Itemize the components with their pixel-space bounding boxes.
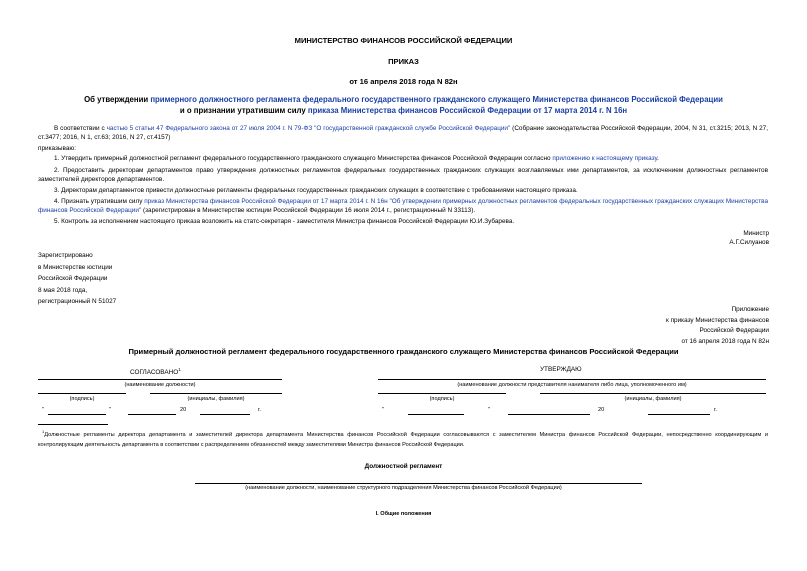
appendix-line: к приказу Министерства финансов <box>666 316 769 324</box>
footnote-body: Должностные регламенты директора департамента и заместителей директора департамента Министерства финансов Российской Федерации согласовываются с заместителем Министра финансов Российской Федерации, непосредственно координирующим и контролирующим деятельность департамента в соответствии с распределением обязанностей между заместителями Министра финансов Российской Федерации. <box>38 431 768 448</box>
left-signature-caption: (подпись) <box>69 396 95 402</box>
registration-line: 8 мая 2018 года, <box>38 286 88 294</box>
p1-text-a: В соответствии с <box>54 125 107 132</box>
section-1-heading: I. Общие положения <box>375 511 432 517</box>
right-signature-caption: (подпись) <box>429 396 455 402</box>
left-date-quote-close: " <box>109 407 111 413</box>
paragraph-item-2: 2. Предоставить директорам департаментов право утверждения должностных регламентов федеральных государственных гражданских служащих возглавляемых ими департаментов, за исключением должностных регламентов заместителей директоров департаментов. <box>38 167 768 183</box>
old-order-link[interactable]: приказа Министерства финансов Российской Федерации от 17 марта 2014 г. N 16н <box>307 106 628 115</box>
right-initials-caption: (инициалы, фамилия) <box>624 396 682 402</box>
p3-text-b: . <box>657 155 659 162</box>
footnote-text <box>38 427 768 450</box>
signature-position: Министр <box>743 230 769 237</box>
doc-caption: (наименование должности, наименование структурного подразделения Министерства финансов Российской Федерации) <box>245 485 562 491</box>
appendix-link[interactable]: приложению к настоящему приказу <box>552 155 658 162</box>
doc-name-line <box>195 483 642 484</box>
registration-line: регистрационный N 51027 <box>38 298 117 305</box>
signature-block <box>729 230 769 247</box>
right-position-caption: (наименование должности представителя нанимателя либо лица, уполномоченного им) <box>457 382 687 388</box>
left-day-line <box>48 414 106 415</box>
appendix-line: Приложение <box>731 306 769 313</box>
order-title-line1 <box>0 95 807 104</box>
right-year-prefix: 20 <box>598 407 605 413</box>
right-day-line <box>408 414 464 415</box>
right-month-line <box>508 414 590 415</box>
appendix-line: Российской Федерации <box>699 327 769 334</box>
right-signature-line <box>378 393 506 394</box>
regulation-link[interactable]: примерного должностного регламента федерального государственного гражданского служащего Министерства финансов Российской Федерации <box>150 95 723 104</box>
left-year-line <box>200 414 250 415</box>
left-year-suffix: г. <box>258 407 261 413</box>
paragraph-item-1 <box>38 155 768 164</box>
order-heading: ПРИКАЗ <box>388 57 419 66</box>
paragraph-item-5: 5. Контроль за исполнением настоящего приказа возложить на статс-секретаря - заместителя Министра финансов Российской Федерации Ю.И.Зубарева. <box>54 218 515 225</box>
appendix-block <box>666 305 769 347</box>
agreed-label <box>130 366 181 378</box>
left-signature-line <box>38 393 126 394</box>
right-year-suffix: г. <box>714 407 717 413</box>
left-initials-caption: (инициалы, фамилия) <box>187 396 245 402</box>
ministry-name: МИНИСТЕРСТВО ФИНАНСОВ РОССИЙСКОЙ ФЕДЕРАЦИИ <box>294 36 513 45</box>
right-date-quote-open: " <box>382 407 384 413</box>
left-position-line <box>38 379 282 380</box>
registration-block <box>38 250 116 308</box>
paragraph-order-word: приказываю: <box>38 145 76 152</box>
title2-prefix: и о признании утратившим силу <box>179 106 308 115</box>
right-initials-line <box>540 393 766 394</box>
paragraph-item-3: 3. Директорам департаментов привести должностные регламенты федеральных государственных гражданских служащих в соответствие с требованиями настоящего приказа. <box>54 187 578 194</box>
approved-label: УТВЕРЖДАЮ <box>540 366 582 373</box>
footnote-separator <box>38 424 108 425</box>
p3-text-a: 1. Утвердить примерный должностной регламент федерального государственного гражданского служащего Министерства финансов Российской Федерации согласно <box>54 155 553 162</box>
order-title-line2 <box>0 106 807 115</box>
right-date-quote-close: " <box>488 407 490 413</box>
registration-line: Зарегистрировано <box>38 252 93 259</box>
doc-title: Должностной регламент <box>364 463 443 470</box>
paragraph-basis <box>38 125 768 142</box>
p6-text-a: 4. Признать утратившим силу <box>54 198 145 205</box>
regulation-title: Примерный должностной регламент федерального государственного гражданского служащего Министерства финансов Российской Федерации <box>128 347 679 356</box>
paragraph-item-4 <box>38 198 768 215</box>
footnote-number: 1 <box>42 429 45 434</box>
left-position-caption: (наименование должности) <box>124 382 196 388</box>
left-date-quote-open: " <box>42 407 44 413</box>
registration-line: в Министерстве юстиции <box>38 263 113 271</box>
left-year-prefix: 20 <box>180 407 187 413</box>
p1-text-b: (Собрание законодательства Российской Федерации, 2004, N 31, ст.3215; 2013, N 27, ст.3477; 2016, N 1, ст.63; 2016, N 27, ст.4157) <box>38 125 768 141</box>
left-month-line <box>128 414 176 415</box>
right-position-line <box>378 379 766 380</box>
footnote-mark: 1 <box>178 367 181 372</box>
signature-name: А.Г.Силуанов <box>729 238 769 246</box>
registration-line: Российской Федерации <box>38 275 108 282</box>
order-date-number: от 16 апреля 2018 года N 82н <box>349 77 458 86</box>
agreed-text: СОГЛАСОВАНО <box>130 369 179 377</box>
left-initials-line <box>150 393 282 394</box>
title1-prefix: Об утверждении <box>84 95 151 104</box>
repealed-order-link[interactable]: приказ Министерства финансов Российской Федерации от 17 марта 2014 г. N 16н "Об утверждении примерных должностных регламентов федеральных государственных гражданских служащих Министерства финансов Российской Федерации" <box>38 198 768 214</box>
p6-text-b: (зарегистрирован в Министерстве юстиции Российской Федерации 16 июля 2014 г., регистрационный N 33113). <box>141 206 476 214</box>
right-year-line <box>648 414 710 415</box>
appendix-line: от 16 апреля 2018 года N 82н <box>681 337 769 345</box>
federal-law-link[interactable]: частью 5 статьи 47 Федерального закона от 27 июля 2004 г. N 79-ФЗ "О государственной гражданской службе Российской Федерации" <box>106 125 511 132</box>
